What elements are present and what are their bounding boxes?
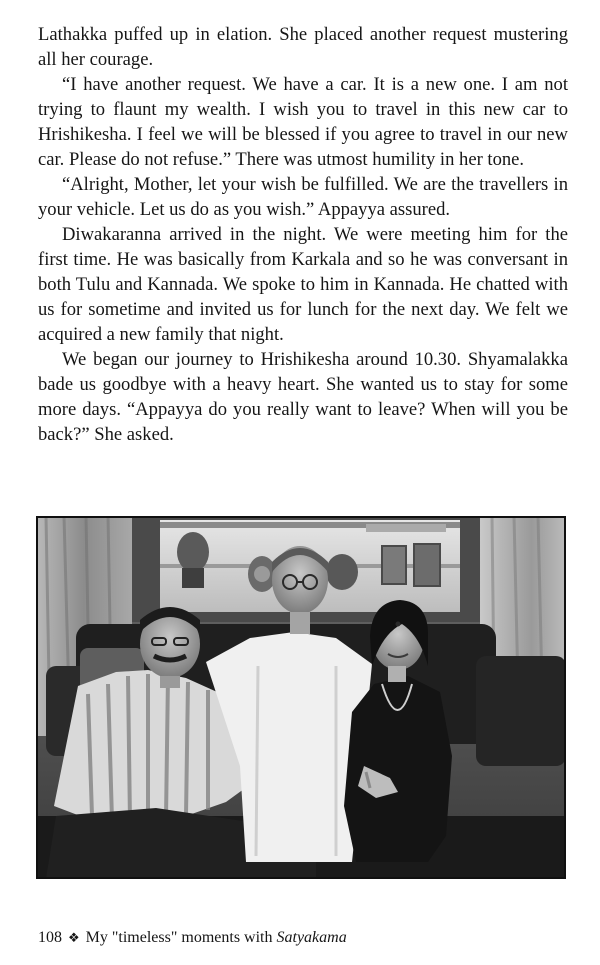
paragraph: We began our journey to Hrishikesha around 10.30. Shyamalakka bade us goodbye with a heavy heart. She wanted us to stay for some more days. “Appayya do you really want to leave? When will you be back?” She asked. (38, 349, 568, 445)
paragraph: “I have another request. We have a car. It is a new one. I am not trying to flaunt my wealth. I wish you to travel in this new car to Hrishikesha. I feel we will be blessed if you agree to travel in our new car. Please do not refuse.” There was utmost humility in her tone. (38, 74, 568, 170)
ornament-icon: ❖ (68, 930, 80, 945)
paragraph: Diwakaranna arrived in the night. We were meeting him for the first time. He was basically from Karkala and so he was conversant in both Tulu and Kannada. We spoke to him in Kannada. He chatted with us for sometime and invited us for lunch for the next day. We felt we acquired a new family that night. (38, 224, 568, 345)
group-photo (36, 516, 566, 879)
page-footer (38, 928, 347, 948)
book-title: Satyakama (276, 929, 347, 946)
page-number: 108 (38, 929, 62, 946)
paragraph: Lathakka puffed up in elation. She placed another request mustering all her courage. (38, 24, 568, 70)
running-title: My "timeless" moments with (85, 929, 273, 946)
body-text (38, 22, 568, 447)
paragraph: “Alright, Mother, let your wish be fulfilled. We are the travellers in your vehicle. Let us do as you wish.” Appayya assured. (38, 174, 568, 220)
